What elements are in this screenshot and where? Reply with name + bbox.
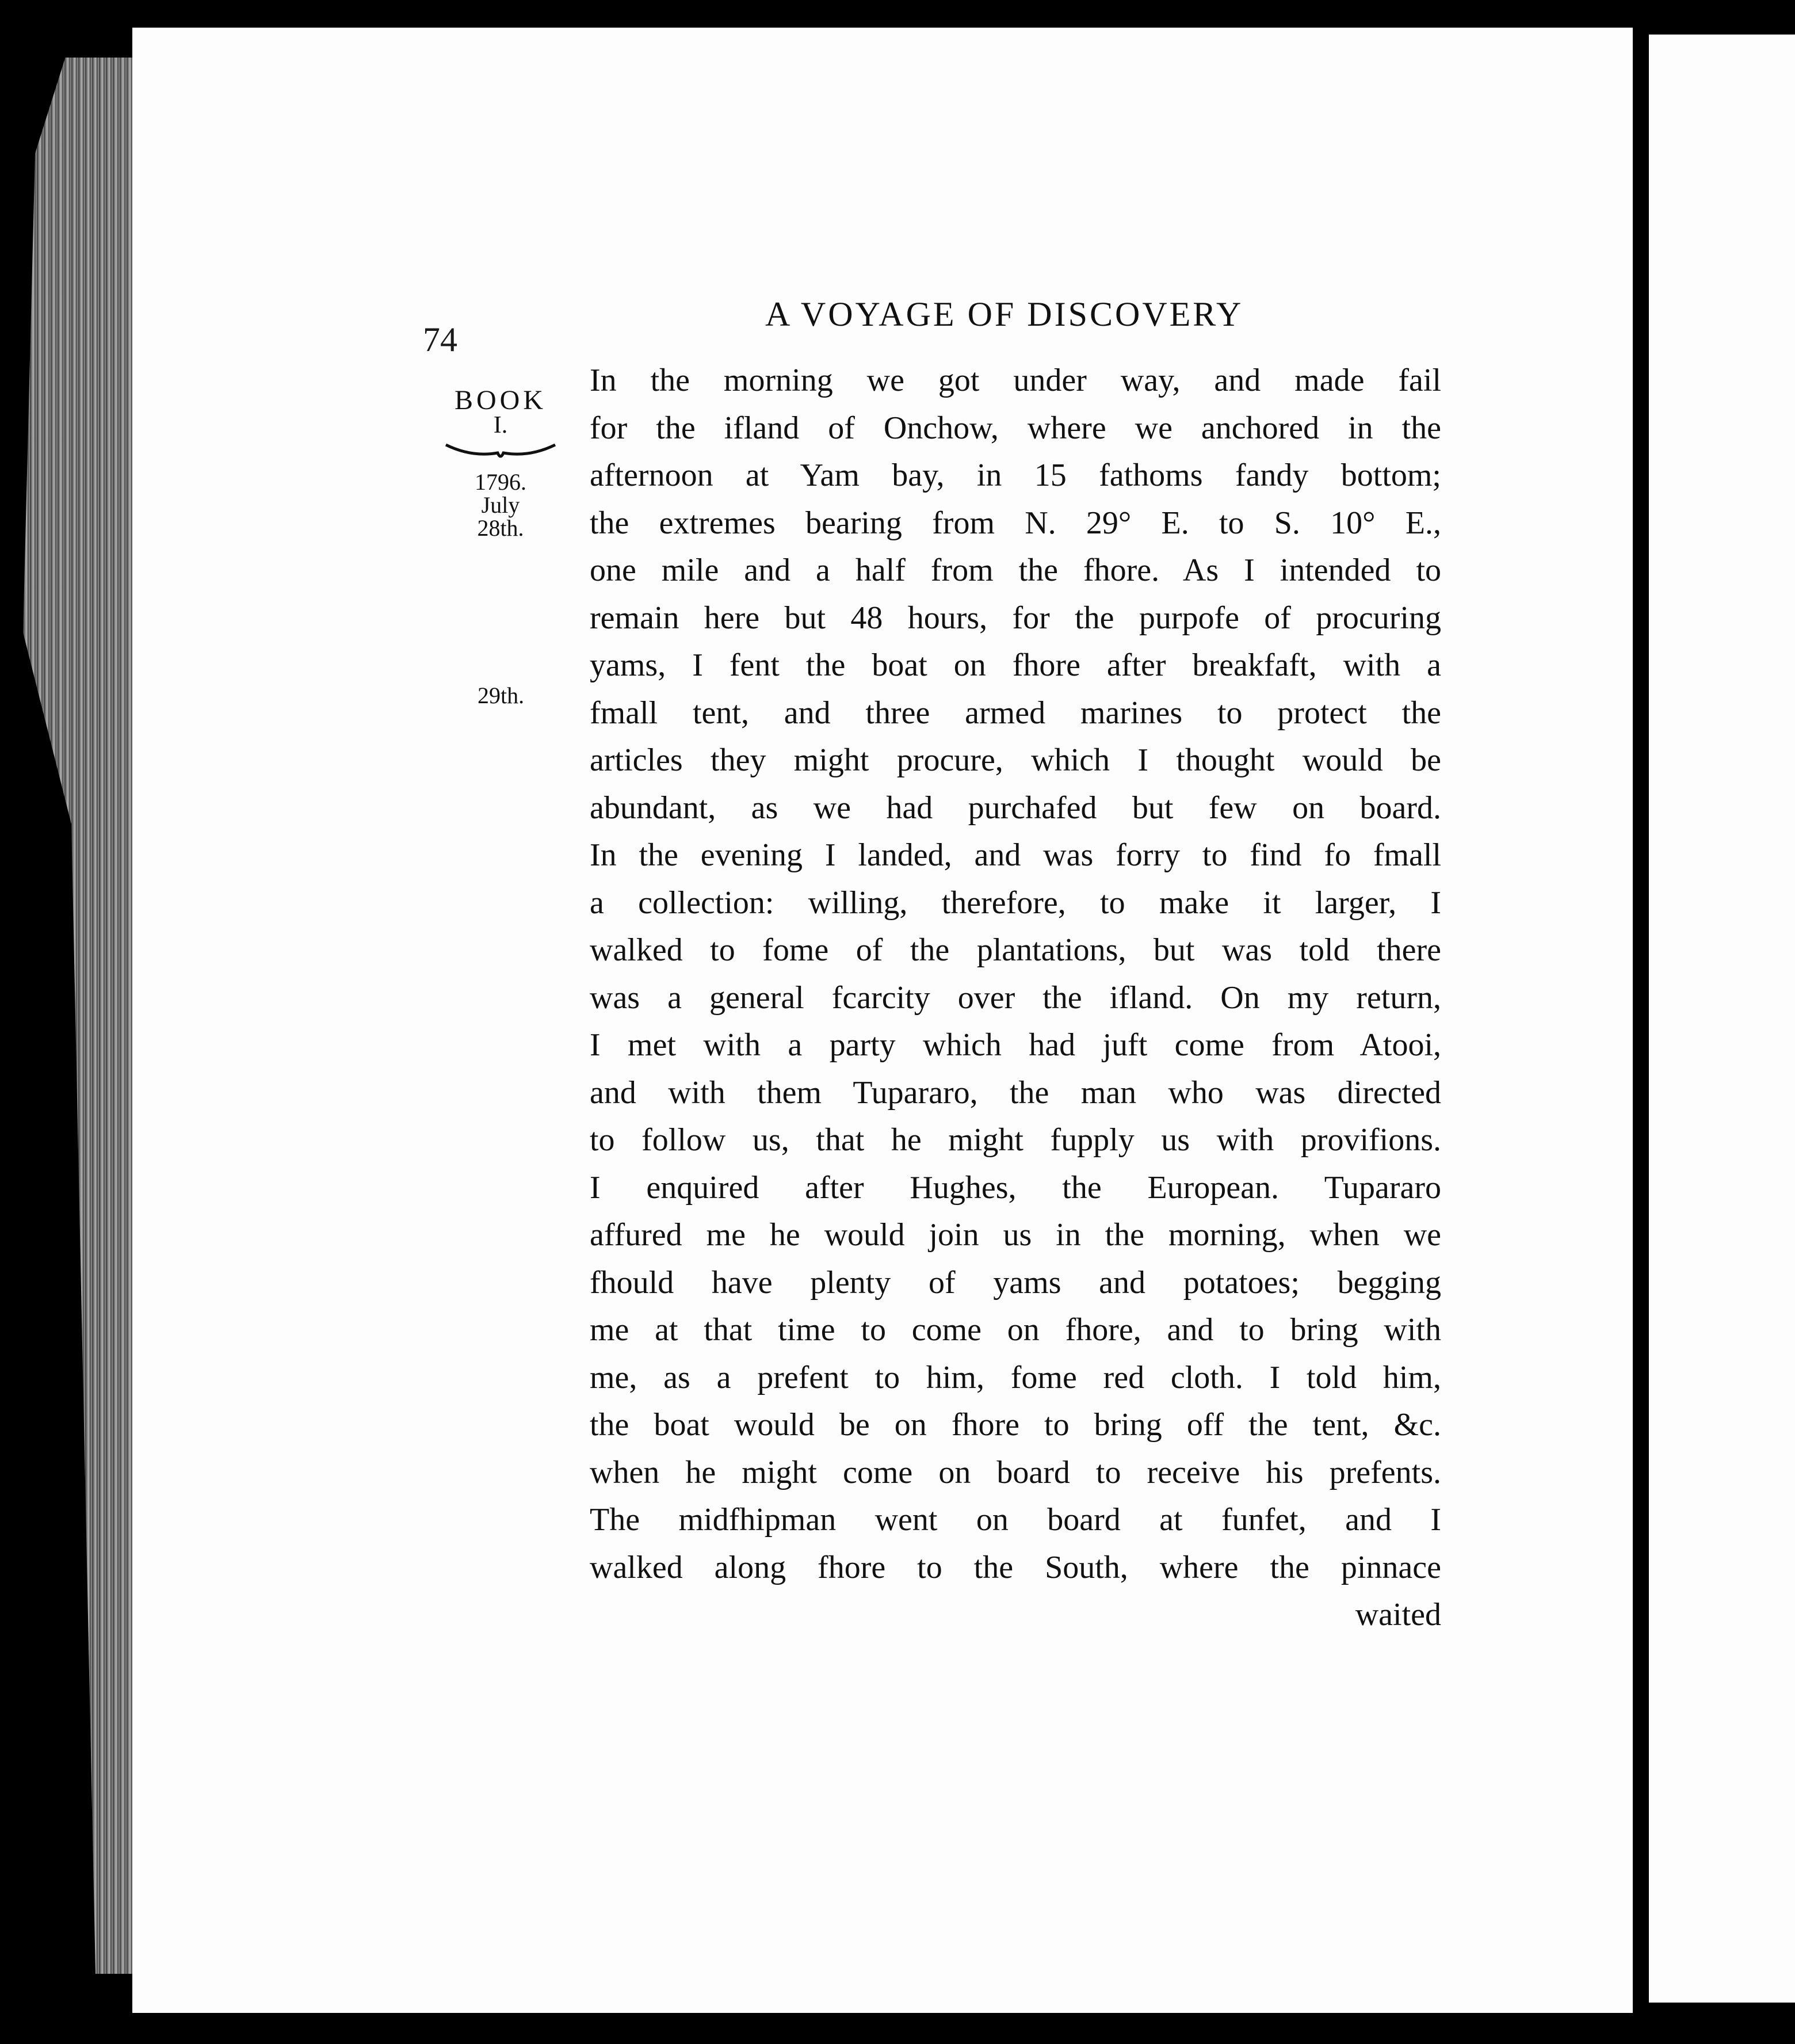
text-line: me, as a prefent to him, fome red cloth. I told him, [590,1359,1441,1395]
body-text [590,357,1441,1639]
margin-day-28: 28th. [477,515,524,541]
margin-year: 1796. [475,469,526,495]
text-line: was a general fcarcity over the ifland. On my return, [590,979,1441,1016]
text-line: I enquired after Hughes, the European. Tupararo [590,1169,1441,1206]
text-line: for the ifland of Onchow, where we anchored in the [590,410,1441,446]
text-line: walked along fhore to the South, where the pinnace [590,1549,1441,1585]
text-line: I met with a party which had juft come from Atooi, [590,1027,1441,1063]
margin-notes [443,380,558,540]
running-head: A VOYAGE OF DISCOVERY [765,295,1244,333]
text-line: afternoon at Yam bay, in 15 fathoms fandy bottom; [590,457,1441,493]
facing-page-edge [1649,35,1795,2003]
page-number: 74 [423,321,457,359]
text-line: walked to fome of the plantations, but was told there [590,932,1441,968]
text-line: In the evening I landed, and was forry to find fo fmall [590,837,1441,873]
text-line: me at that time to come on fhore, and to bring with [590,1312,1441,1348]
text-line: In the morning we got under way, and made fail [590,363,1441,398]
text-line: affured me he would join us in the morning, when we [590,1217,1441,1253]
text-line: fhould have plenty of yams and potatoes; begging [590,1264,1441,1301]
text-line: remain here but 48 hours, for the purpofe of procuring [590,600,1441,636]
text-line: yams, I fent the boat on fhore after breakfaft, with a [590,647,1441,683]
text-line: waited [1355,1597,1441,1633]
text-line: articles they might procure, which I thought would be [590,742,1441,778]
text-line: The midfhipman went on board at funfet, and I [590,1502,1441,1538]
text-line: to follow us, that he might fupply us with provifions. [590,1122,1441,1158]
text-line: a collection: willing, therefore, to make it larger, I [590,884,1441,921]
text-line: the extremes bearing from N. 29° E. to S. 10° E., [590,505,1441,541]
margin-book-label: BOOK [454,385,547,415]
text-line: fmall tent, and three armed marines to protect the [590,695,1441,731]
text-line: abundant, as we had purchafed but few on board. [590,790,1441,826]
book-spine-edge [23,58,144,1974]
text-line: the boat would be on fhore to bring off the tent, &c. [590,1407,1441,1443]
text-line: and with them Tupararo, the man who was directed [590,1074,1441,1111]
text-line: when he might come on board to receive his prefents. [590,1454,1441,1490]
brace-ornament [443,440,558,463]
margin-book-number: I. [493,412,508,438]
margin-month: July [481,492,520,518]
text-line: one mile and a half from the fhore. As I intended to [590,552,1441,588]
margin-day-29: 29th. [478,682,525,708]
